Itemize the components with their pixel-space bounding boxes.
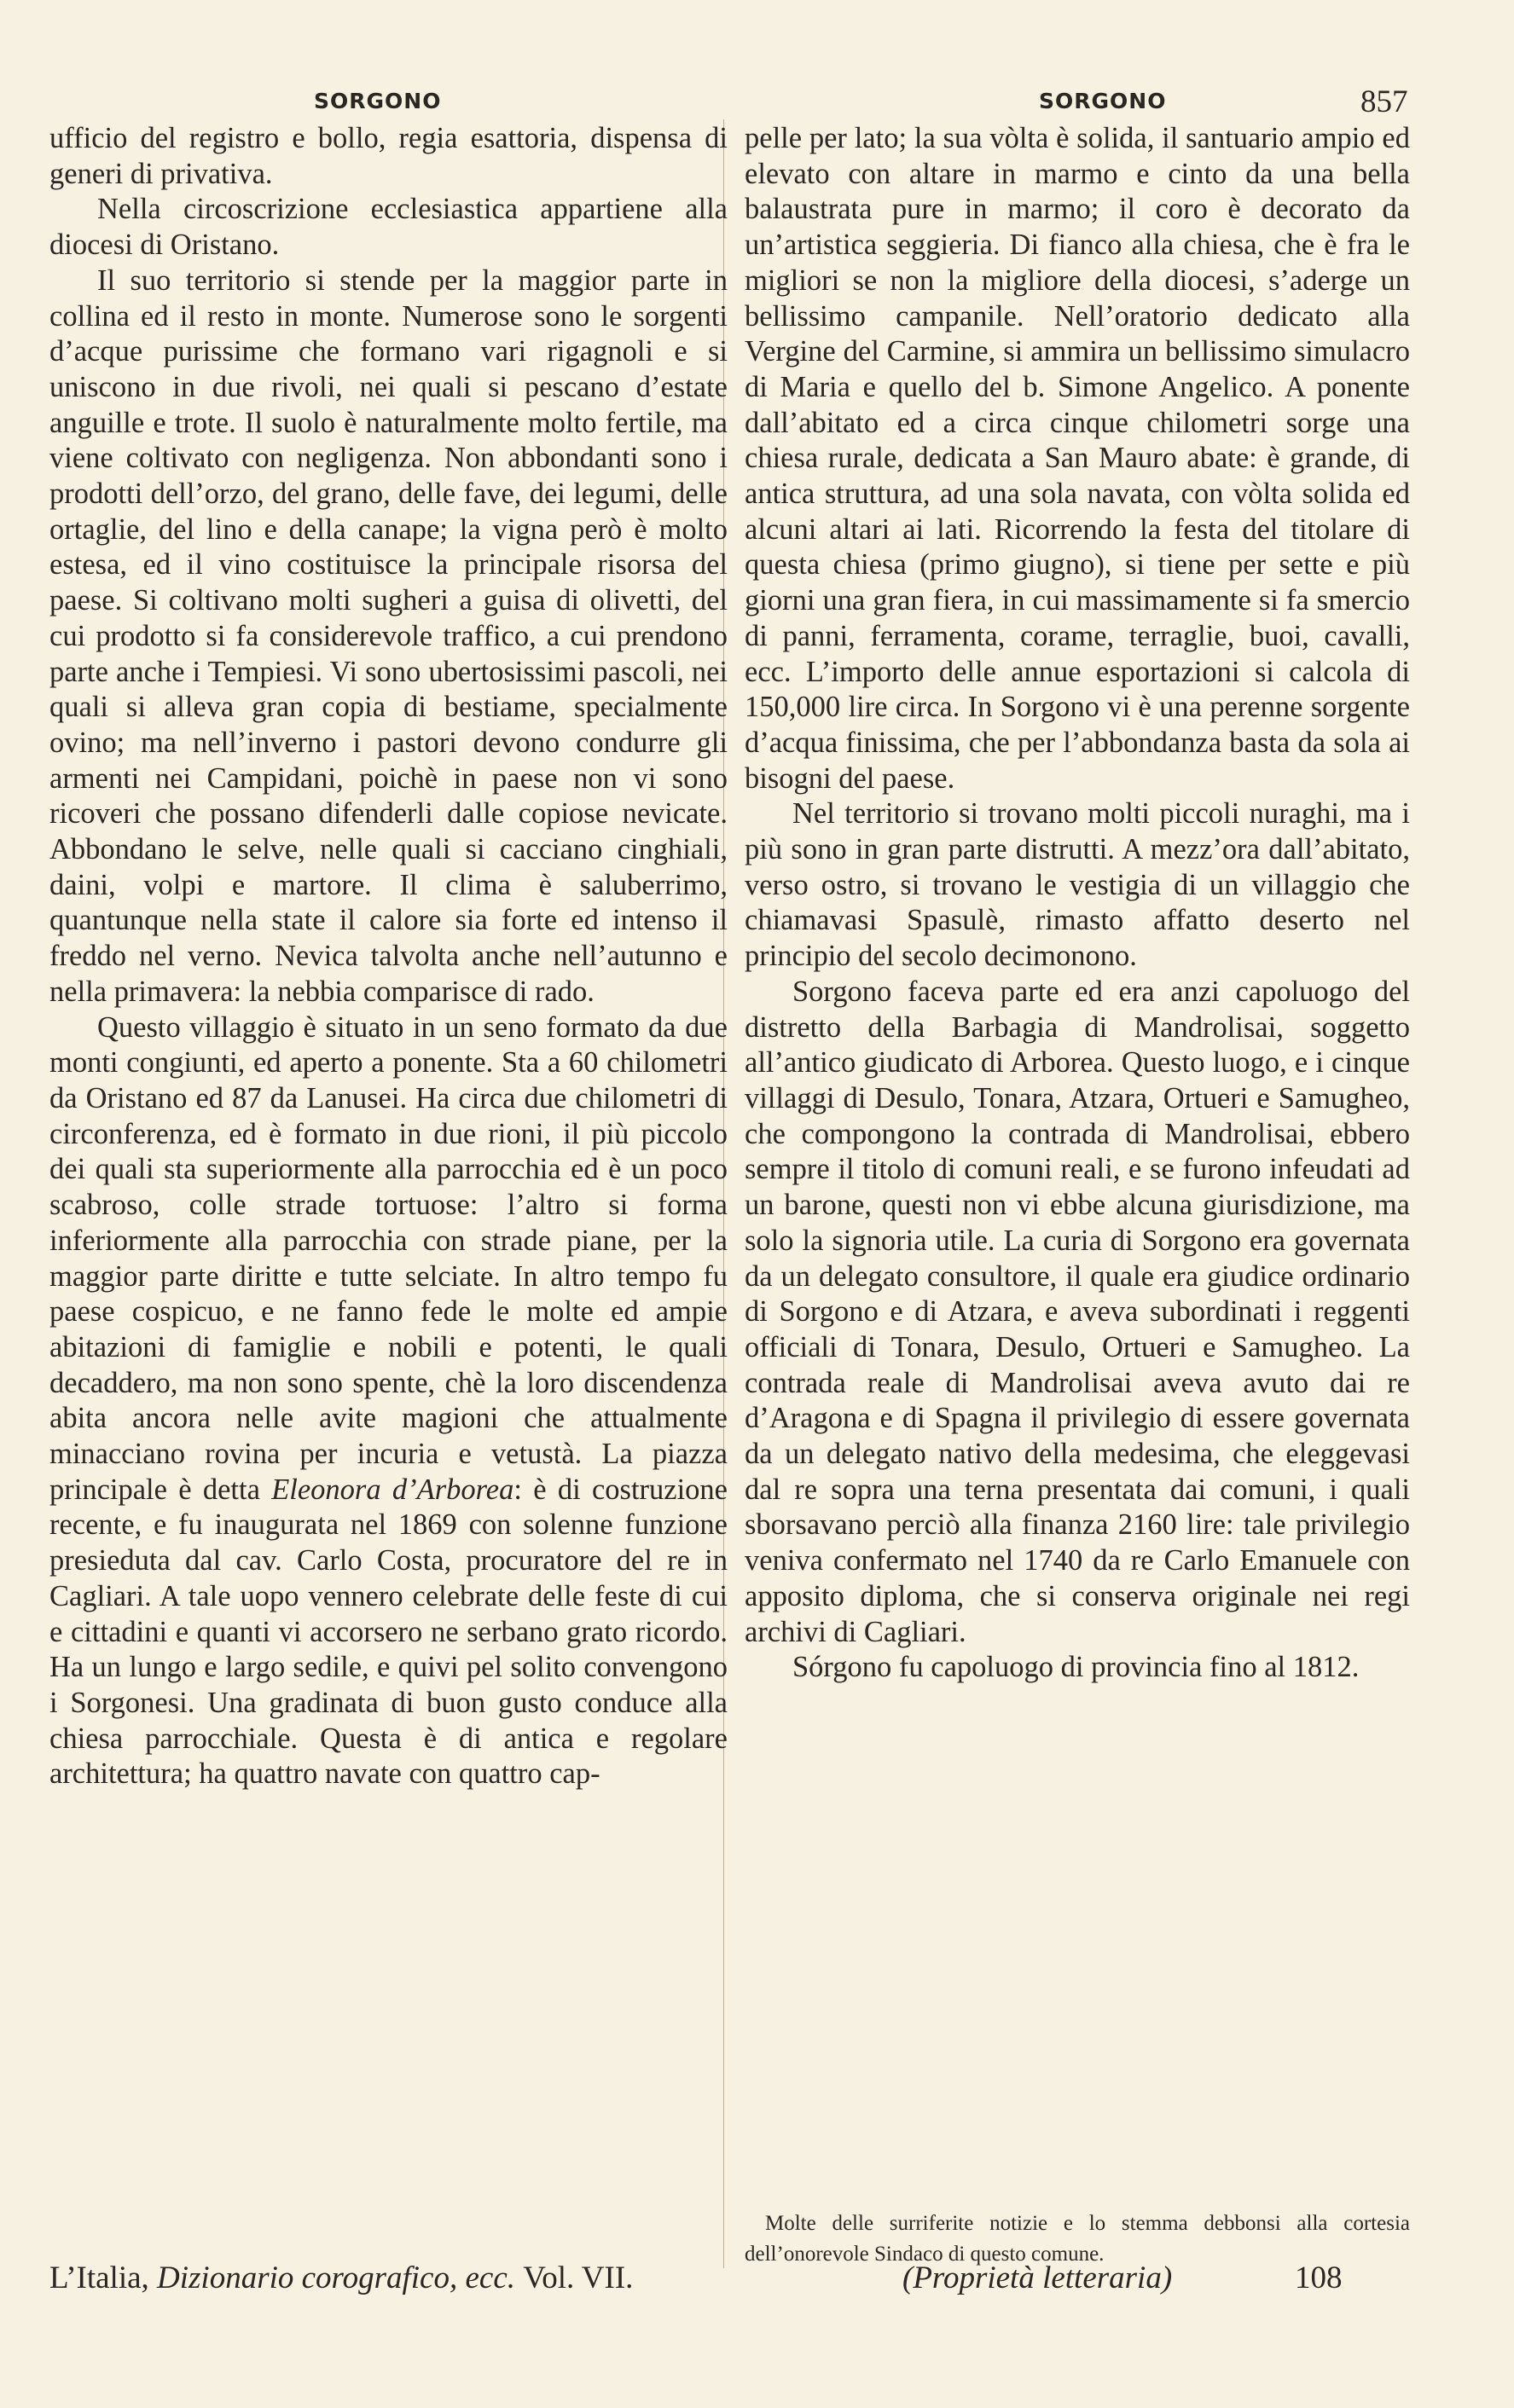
piazza-name: Eleonora d’Arborea (271, 1473, 514, 1506)
paragraph-text: Questo villaggio è situato in un seno formato da due monti congiunti, ed aperto a ponente. Sta a 60 chilometri da Oristano ed 87 da Lanusei. Ha circa due chilometri di circonferenza, ed è formato in due rioni, il più piccolo dei quali sta superiormente alla parrocchia ed è un poco scabroso, colle strade tortuose: l’altro si forma inferiormente alla parrocchia con strade piane, per la maggior parte diritte e tutte selciate. In altro tempo fu paese cospicuo, e ne fanno fede le molte ed ampie abitazioni di famiglie e nobili e potenti, le quali decaddero, ma non sono spente, chè la loro discendenza abita ancora nelle avite magioni che attualmente minacciano rovina per incuria e vetustà. La piazza principale è detta (49, 1010, 728, 1506)
footer-volume: Vol. VII. (523, 2260, 634, 2295)
right-column (745, 121, 1410, 1686)
paragraph: Sorgono faceva parte ed era anzi capoluogo del distretto della Barbagia di Mandrolisai, soggetto all’antico giudicato di Arborea. Questo luogo, e i cinque villaggi di Desulo, Tonara, Atzara, Ortueri e Samugheo, che compongono la contrada di Mandrolisai, ebbero sempre il titolo di comuni reali, e se furono infeudati ad un barone, questi non vi ebbe alcuna giurisdizione, ma solo la signoria utile. La curia di Sorgono era governata da un delegato consultore, il quale era giudice ordinario di Sorgono e di Atzara, e aveva subordinati i reggenti officiali di Tonara, Desulo, Ortueri e Samugheo. La contrada reale di Mandrolisai aveva avuto dai re d’Aragona e di Spagna il privilegio di essere governata da un delegato nativo della medesima, che eleggevasi dal re sopra una terna presentata dai comuni, i quali sborsavano perciò alla finanza 2160 lire: tale privilegio veniva confermato nel 1740 da re Carlo Emanuele con apposito diploma, che si conserva originale nei regi archivi di Cagliari. (745, 975, 1410, 1648)
footer-source (49, 2260, 633, 2296)
running-header-left: SORGONO (314, 89, 442, 113)
footer-prefix: L’Italia, (49, 2260, 149, 2295)
footer-sheet-number: 108 (1295, 2260, 1343, 2295)
paragraph: Nella circoscrizione ecclesiastica appartiene alla diocesi di Oristano. (49, 193, 728, 262)
paragraph: ufficio del registro e bollo, regia esattoria, dispensa di generi di privativa. (49, 122, 728, 190)
footer-work-title: Dizionario corografico, ecc. (157, 2260, 515, 2295)
paragraph-text: è di costruzione recente, e fu inaugurata nel 1869 con solenne funzione presieduta dal cav. Carlo Costa, procuratore del re in Cagliari. A tale uopo vennero celebrate delle feste di cui e cittadini e quanti vi accorsero ne serbano grato ricordo. Ha un lungo e largo sedile, e quivi pel solito convengono i Sorgonesi. Una gradinata di buon gusto conduce alla chiesa parrocchiale. Questa è di antica e regolare architettura; ha quattro navate con quattro cap- (49, 1473, 728, 1791)
paragraph: Questo villaggio è situato in un seno formato da due monti congiunti, ed aperto a ponente. Sta a 60 chilometri da Oristano ed 87 da Lanusei. Ha circa due chilometri di circonferenza, ed è formato in due rioni, il più piccolo dei quali sta superiormente alla parrocchia ed è un poco scabroso, colle strade tortuose: l’altro si forma inferiormente alla parrocchia con strade piane, per la maggior parte diritte e tutte selciate. In altro tempo fu paese cospicuo, e ne fanno fede le molte ed ampie abitazioni di famiglie e nobili e potenti, le quali decaddero, ma non sono spente, chè la loro discendenza abita ancora nelle avite magioni che attualmente minacciano rovina per incuria e vetustà. La piazza principale è detta Eleonora d’Arborea: è di costruzione recente, e fu inaugurata nel 1869 con solenne funzione presieduta dal cav. Carlo Costa, procuratore del re in Cagliari. A tale uopo vennero celebrate delle feste di cui e cittadini e quanti vi accorsero ne serbano grato ricordo. Ha un lungo e largo sedile, e quivi pel solito convengono i Sorgonesi. Una gradinata di buon gusto conduce alla chiesa parrocchiale. Questa è di antica e regolare architettura; ha quattro navate con quattro cap- (49, 1010, 728, 1791)
paragraph: Sórgono fu capoluogo di provincia fino al 1812. (792, 1651, 1360, 1684)
paragraph: Il suo territorio si stende per la maggior parte in collina ed il resto in monte. Numerose sono le sorgenti d’acque purissime che formano vari rigagnoli e si uniscono in due rivoli, nei quali si pescano d’estate anguille e trote. Il suolo è naturalmente molto fertile, ma viene coltivato con negligenza. Non abbondanti sono i prodotti dell’orzo, del grano, delle fave, dei legumi, delle ortaglie, del lino e della canape; la vigna però è molto estesa, ed il vino costituisce la principale risorsa del paese. Si coltivano molti sugheri a guisa di olivetti, del cui prodotto si fa considerevole traffico, a cui prendono parte anche i Tempiesi. Vi sono ubertosissimi pascoli, nei quali si alleva gran copia di bestiame, specialmente ovino; ma nell’inverno i pastori devono condurre gli armenti nei Campidani, poichè in paese non vi sono ricoveri che possano difenderli dalle copiose nevicate. Abbondano le selve, nelle quali si cacciano cinghiali, daini, volpi e martore. Il clima è saluberrimo, quantunque nella state il calore sia forte ed intenso il freddo nel verno. Nevica talvolta anche nell’autunno e nella primavera: la nebbia comparisce di rado. (49, 263, 728, 1008)
left-column (49, 121, 728, 1792)
page-number: 857 (1360, 84, 1408, 119)
footer-copyright: (Proprietà letteraria) (902, 2260, 1173, 2295)
footnote: Molte delle surriferite notizie e lo stemma debbonsi alla cortesia dell’onorevole Sindaco di questo comune. (745, 2212, 1410, 2266)
running-header-right: SORGONO (1039, 89, 1167, 113)
paragraph: Nel territorio si trovano molti piccoli nuraghi, ma i più sono in gran parte distrutti. A mezz’ora dall’abitato, verso ostro, si trovano le vestigia di un villaggio che chiamavasi Spasulè, rimasto affatto deserto nel principio del secolo decimonono. (745, 797, 1410, 973)
paragraph: pelle per lato; la sua vòlta è solida, il santuario ampio ed elevato con altare in marmo e cinto da una bella balaustrata pure in marmo; il coro è decorato da un’artistica seggieria. Di fianco alla chiesa, che è fra le migliori se non la migliore della diocesi, s’aderge un bellissimo campanile. Nell’oratorio dedicato alla Vergine del Carmine, si ammira un bellissimo simulacro di Maria e quello del b. Simone Angelico. A ponente dall’abitato ed a circa cinque chilometri sorge una chiesa rurale, dedicata a San Mauro abate: è grande, di antica struttura, ad una sola navata, con vòlta solida ed alcuni altari ai lati. Ricorrendo la festa del titolare di questa chiesa (primo giugno), si tiene per sette e più giorni una gran fiera, in cui massimamente si fa smercio di panni, ferramenta, corame, terraglie, buoi, cavalli, ecc. L’importo delle annue esportazioni si calcola di 150,000 lire circa. In Sorgono vi è una perenne sorgente d’acqua finissima, che per l’abbondanza basta da sola ai bisogni del paese. (745, 122, 1410, 795)
